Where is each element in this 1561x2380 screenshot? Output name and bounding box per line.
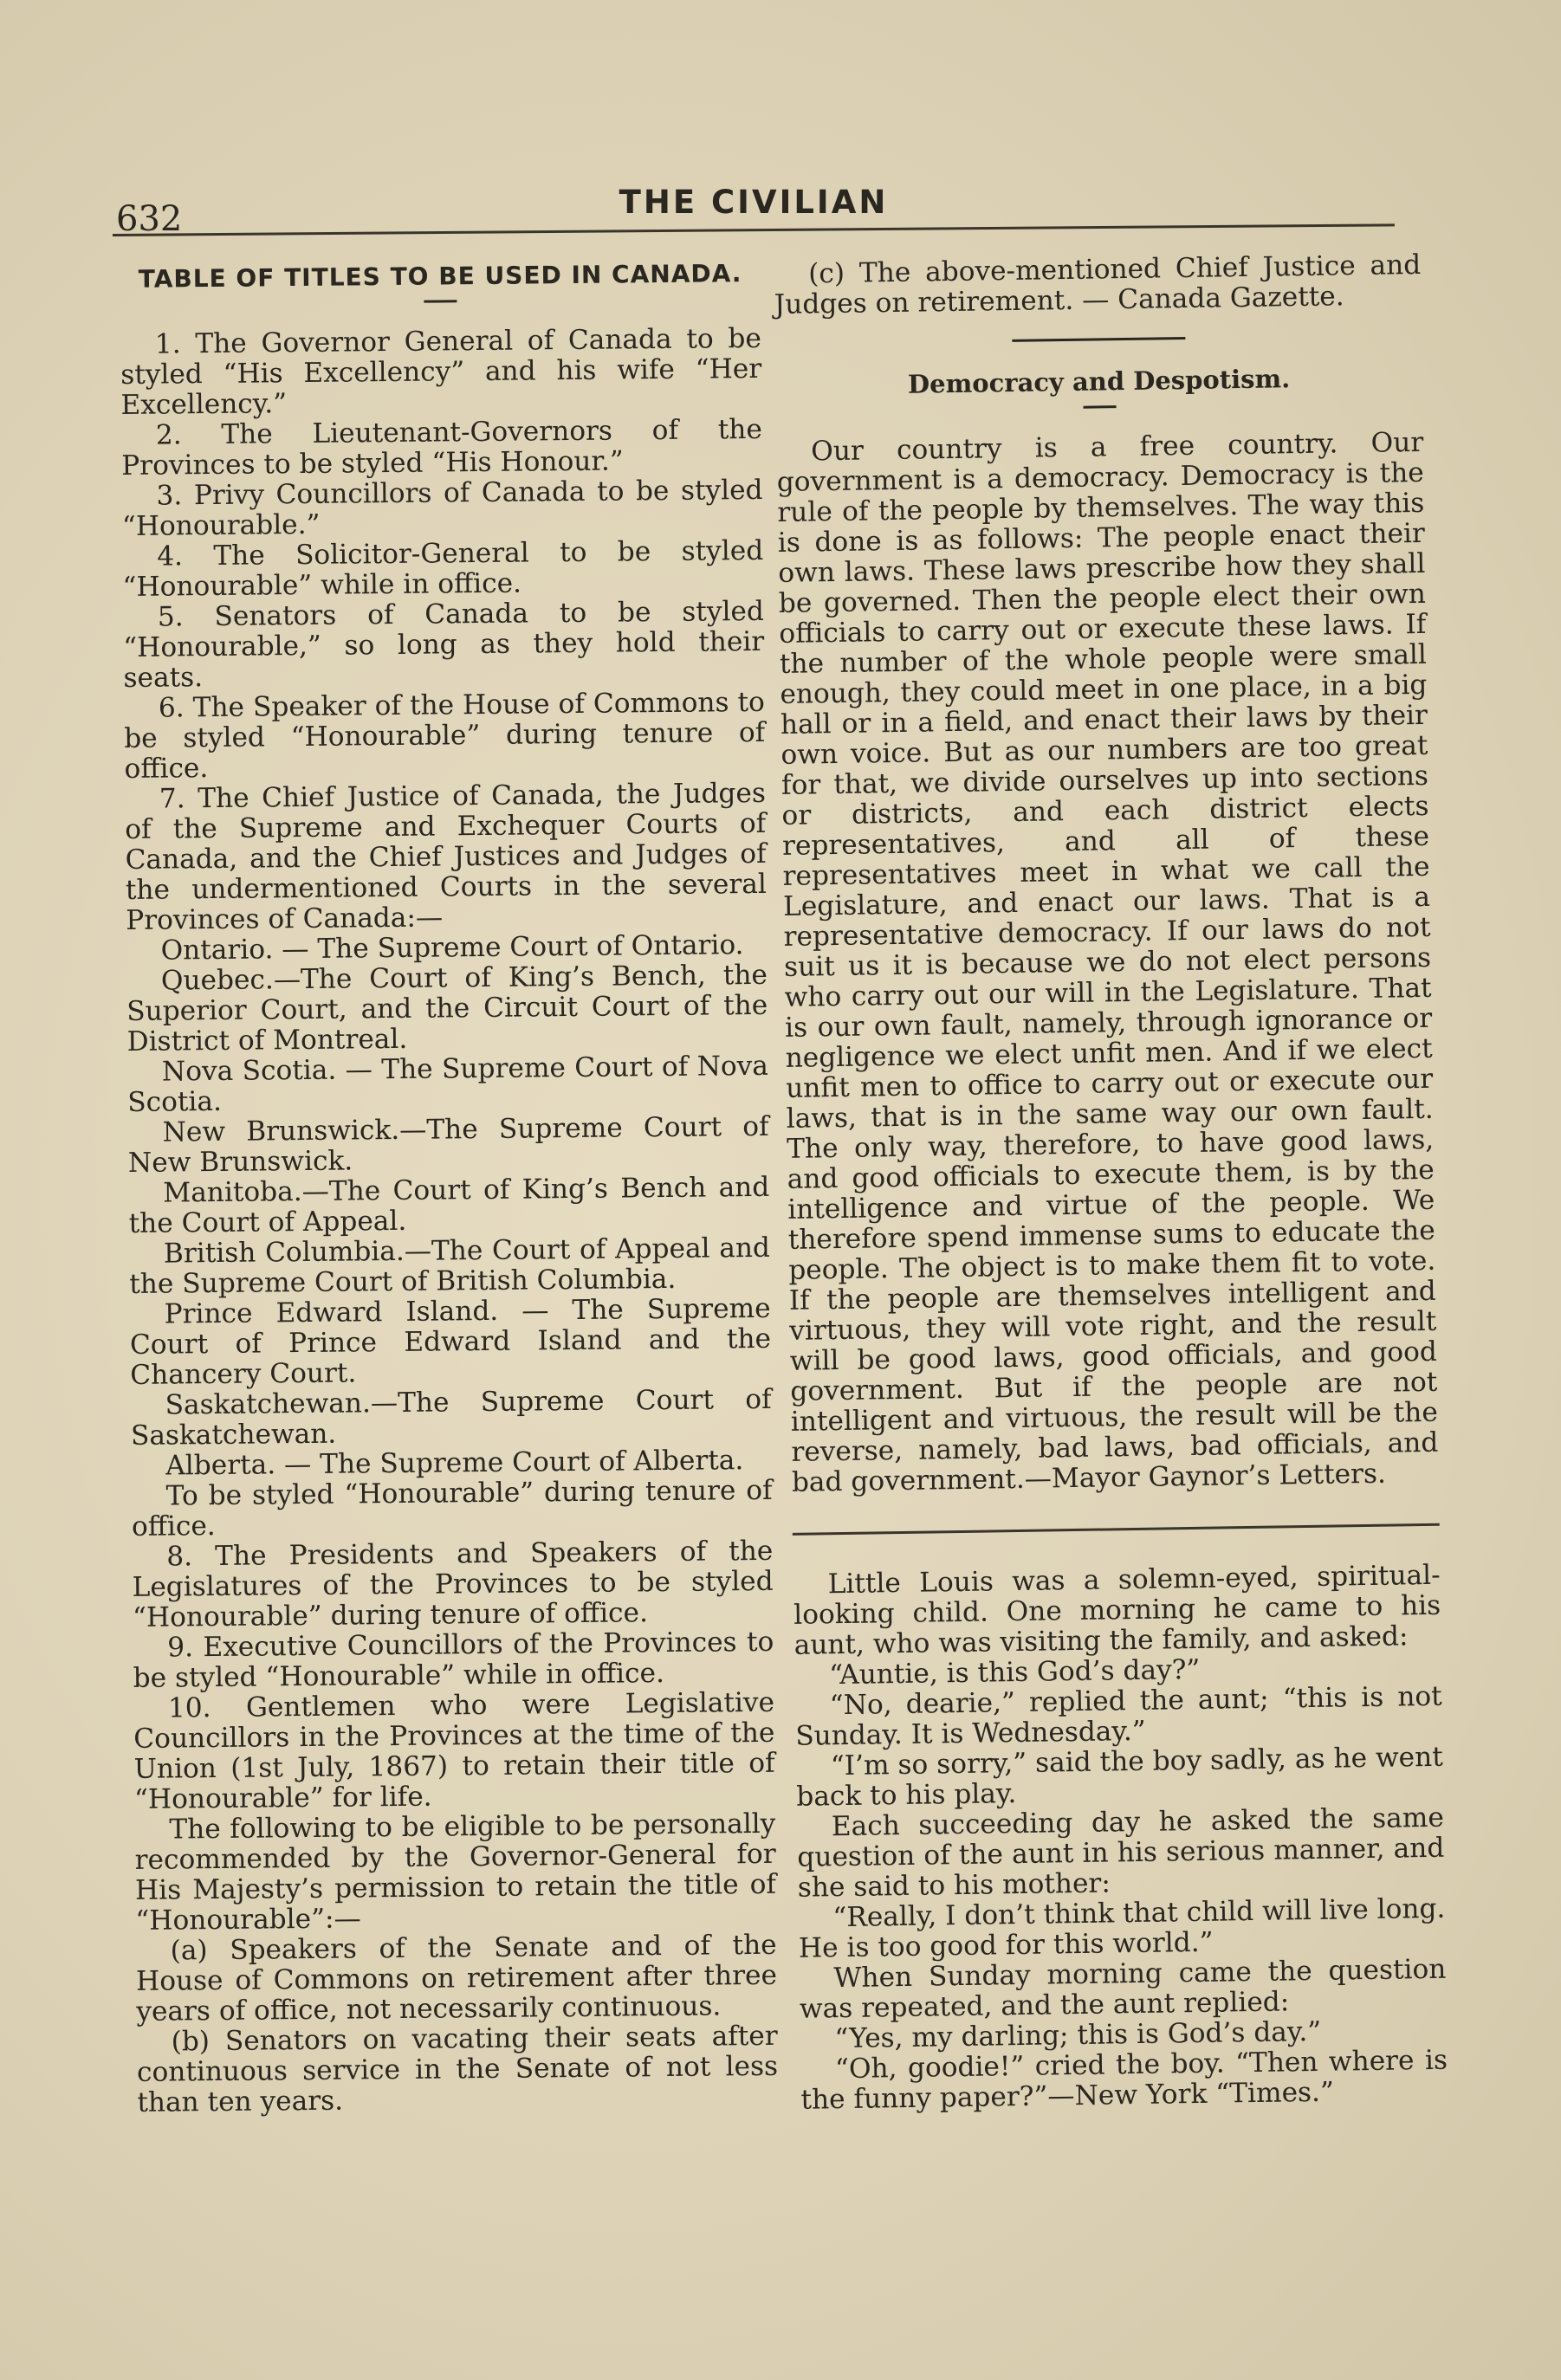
- paragraph: British Columbia.—The Court of Appeal and the Supreme Court of British Columbia.: [129, 1232, 771, 1300]
- paragraph: Nova Scotia. — The Supreme Court of Nova Scotia.: [127, 1050, 769, 1118]
- left-column: [120, 259, 779, 2118]
- paragraph: The following to be eligible to be personally recommended by the Governor-General for His Majesty’s permission to retain the title of “Honourable”:—: [134, 1808, 777, 1937]
- story-paragraph: “No, dearie,” replied the aunt; “this is not Sunday. It is Wednesday.”: [795, 1680, 1442, 1752]
- paragraph: Ontario. — The Supreme Court of Ontario.: [160, 929, 744, 967]
- paragraph: 8. The Presidents and Speakers of the Legislatures of the Provinces to be styled “Honourable” during tenure of office.: [132, 1535, 774, 1633]
- paragraph: Alberta. — The Supreme Court of Alberta.: [165, 1445, 744, 1482]
- story-paragraph: “Auntie, is this God’s day?”: [828, 1653, 1201, 1691]
- heading-dash: [424, 300, 457, 302]
- paragraph: 4. The Solicitor-General to be styled “Honourable” while in office.: [122, 534, 764, 603]
- page-number: 632: [116, 199, 183, 239]
- story-paragraph: “Oh, goodie!” cried the boy. “Then where is the funny paper?”—New York “Times.”: [800, 2044, 1448, 2116]
- story-paragraph: “Really, I don’t think that child will live long. He is too good for this world.”: [798, 1892, 1446, 1964]
- paragraph: 6. The Speaker of the House of Commons to be styled “Honourable” during tenure of office.: [124, 686, 766, 785]
- paragraph: To be styled “Honourable” during tenure of office.: [131, 1474, 773, 1542]
- paragraph: 9. Executive Councillors of the Provinces to be styled “Honourable” while in office.: [133, 1626, 774, 1694]
- story-paragraph: When Sunday morning came the question was repeated, and the aunt replied:: [799, 1953, 1447, 2025]
- story-paragraph: “Yes, my darling; this is God’s day.”: [834, 2015, 1322, 2055]
- paragraph: Prince Edward Island. — The Supreme Court of Prince Edward Island and the Chancery Court.: [129, 1292, 772, 1391]
- continuation-paragraph: (c) The above-mentioned Chief Justice and Judges on retirement. — Canada Gazette.: [774, 249, 1422, 320]
- paragraph: Saskatchewan.—The Supreme Court of Saskatchewan.: [130, 1383, 772, 1452]
- story-paragraph: Each succeeding day he asked the same question of the aunt in his serious manner, and she said to his mother:: [797, 1801, 1445, 1904]
- paragraph: (b) Senators on vacating their seats after continuous service in the Senate of not less than ten years.: [136, 2020, 779, 2118]
- story-paragraph: “I’m so sorry,” said the boy sadly, as he went back to his play.: [796, 1741, 1443, 1813]
- paragraph: Manitoba.—The Court of King’s Bench and the Court of Appeal.: [128, 1171, 770, 1239]
- article-body: Our country is a free country. Our government is a democracy. Democracy is the rule of the people by themselves. The way this is done is as follows: The people enact their own laws. These laws prescribe how they shall be governed. Then the people elect their own officials to carry out or execute these laws. If the number of the whole people were small enough, they could meet in one place, in a big hall or in a field, and enact their laws by their own voice. But as our numbers are too great for that, we divide ourselves up into sections or districts, and each district elects representatives, and all of these representatives meet in what we call the Legislature, and enact our laws. That is a representative democracy. If our laws do not suit us it is because we do not elect persons who carry out our will in the Legislature. That is our own fault, namely, through ignorance or negligence we elect unfit men. And if we elect unfit men to office to carry out or execute our laws, that is in the same way our own fault. The only way, therefore, to have good laws, and good officials to execute them, is by the intelligence and virtue of the people. We therefore spend immense sums to educate the people. The object is to make them fit to vote. If the people are themselves intelligent and virtuous, they will vote right, and the result will be good laws, good officials, and good government. But if the people are not intelligent and virtuous, the result will be the reverse, namely, bad laws, bad officials, and bad government.—Mayor Gaynor’s Letters.: [776, 426, 1439, 1498]
- paragraph: Quebec.—The Court of King’s Bench, the Superior Court, and the Circuit Court of the District of Montreal.: [126, 959, 768, 1057]
- paragraph: (a) Speakers of the Senate and of the House of Commons on retirement after three years of office, not necessarily continuous.: [135, 1929, 778, 2028]
- article-separator: [1012, 337, 1185, 342]
- column-rule: [793, 1523, 1440, 1536]
- paragraph: 2. The Lieutenant-Governors of the Provinces to be styled “His Honour.”: [121, 413, 763, 482]
- article-title: Democracy and Despotism.: [907, 364, 1291, 399]
- paragraph: 1. The Governor General of Canada to be styled “His Excellency” and his wife “Her Excellency.”: [120, 322, 762, 421]
- paragraph: 5. Senators of Canada to be styled “Honourable,” so long as they hold their seats.: [123, 595, 765, 694]
- paragraph: 10. Gentlemen who were Legislative Councillors in the Provinces at the time of the Union (1st July, 1867) to retain their title of “Honourable” for life.: [133, 1686, 775, 1815]
- story-paragraph: Little Louis was a solemn-eyed, spiritual-looking child. One morning he came to his aunt, who was visiting the family, and asked:: [793, 1559, 1441, 1661]
- title-dash: [1083, 405, 1116, 409]
- paragraph: 3. Privy Councillors of Canada to be styled “Honourable.”: [121, 474, 763, 542]
- running-title: THE CIVILIAN: [619, 184, 889, 221]
- paragraph: 7. The Chief Justice of Canada, the Judges of the Supreme and Exchequer Courts of Canada, and the Chief Justices and Judges of the undermentioned Courts in the several Provinces of Canada:—: [125, 777, 768, 936]
- paragraph: New Brunswick.—The Supreme Court of New Brunswick.: [127, 1110, 769, 1179]
- titles-heading: TABLE OF TITLES TO BE USED IN CANADA.: [138, 259, 742, 294]
- right-column: [774, 250, 1448, 2116]
